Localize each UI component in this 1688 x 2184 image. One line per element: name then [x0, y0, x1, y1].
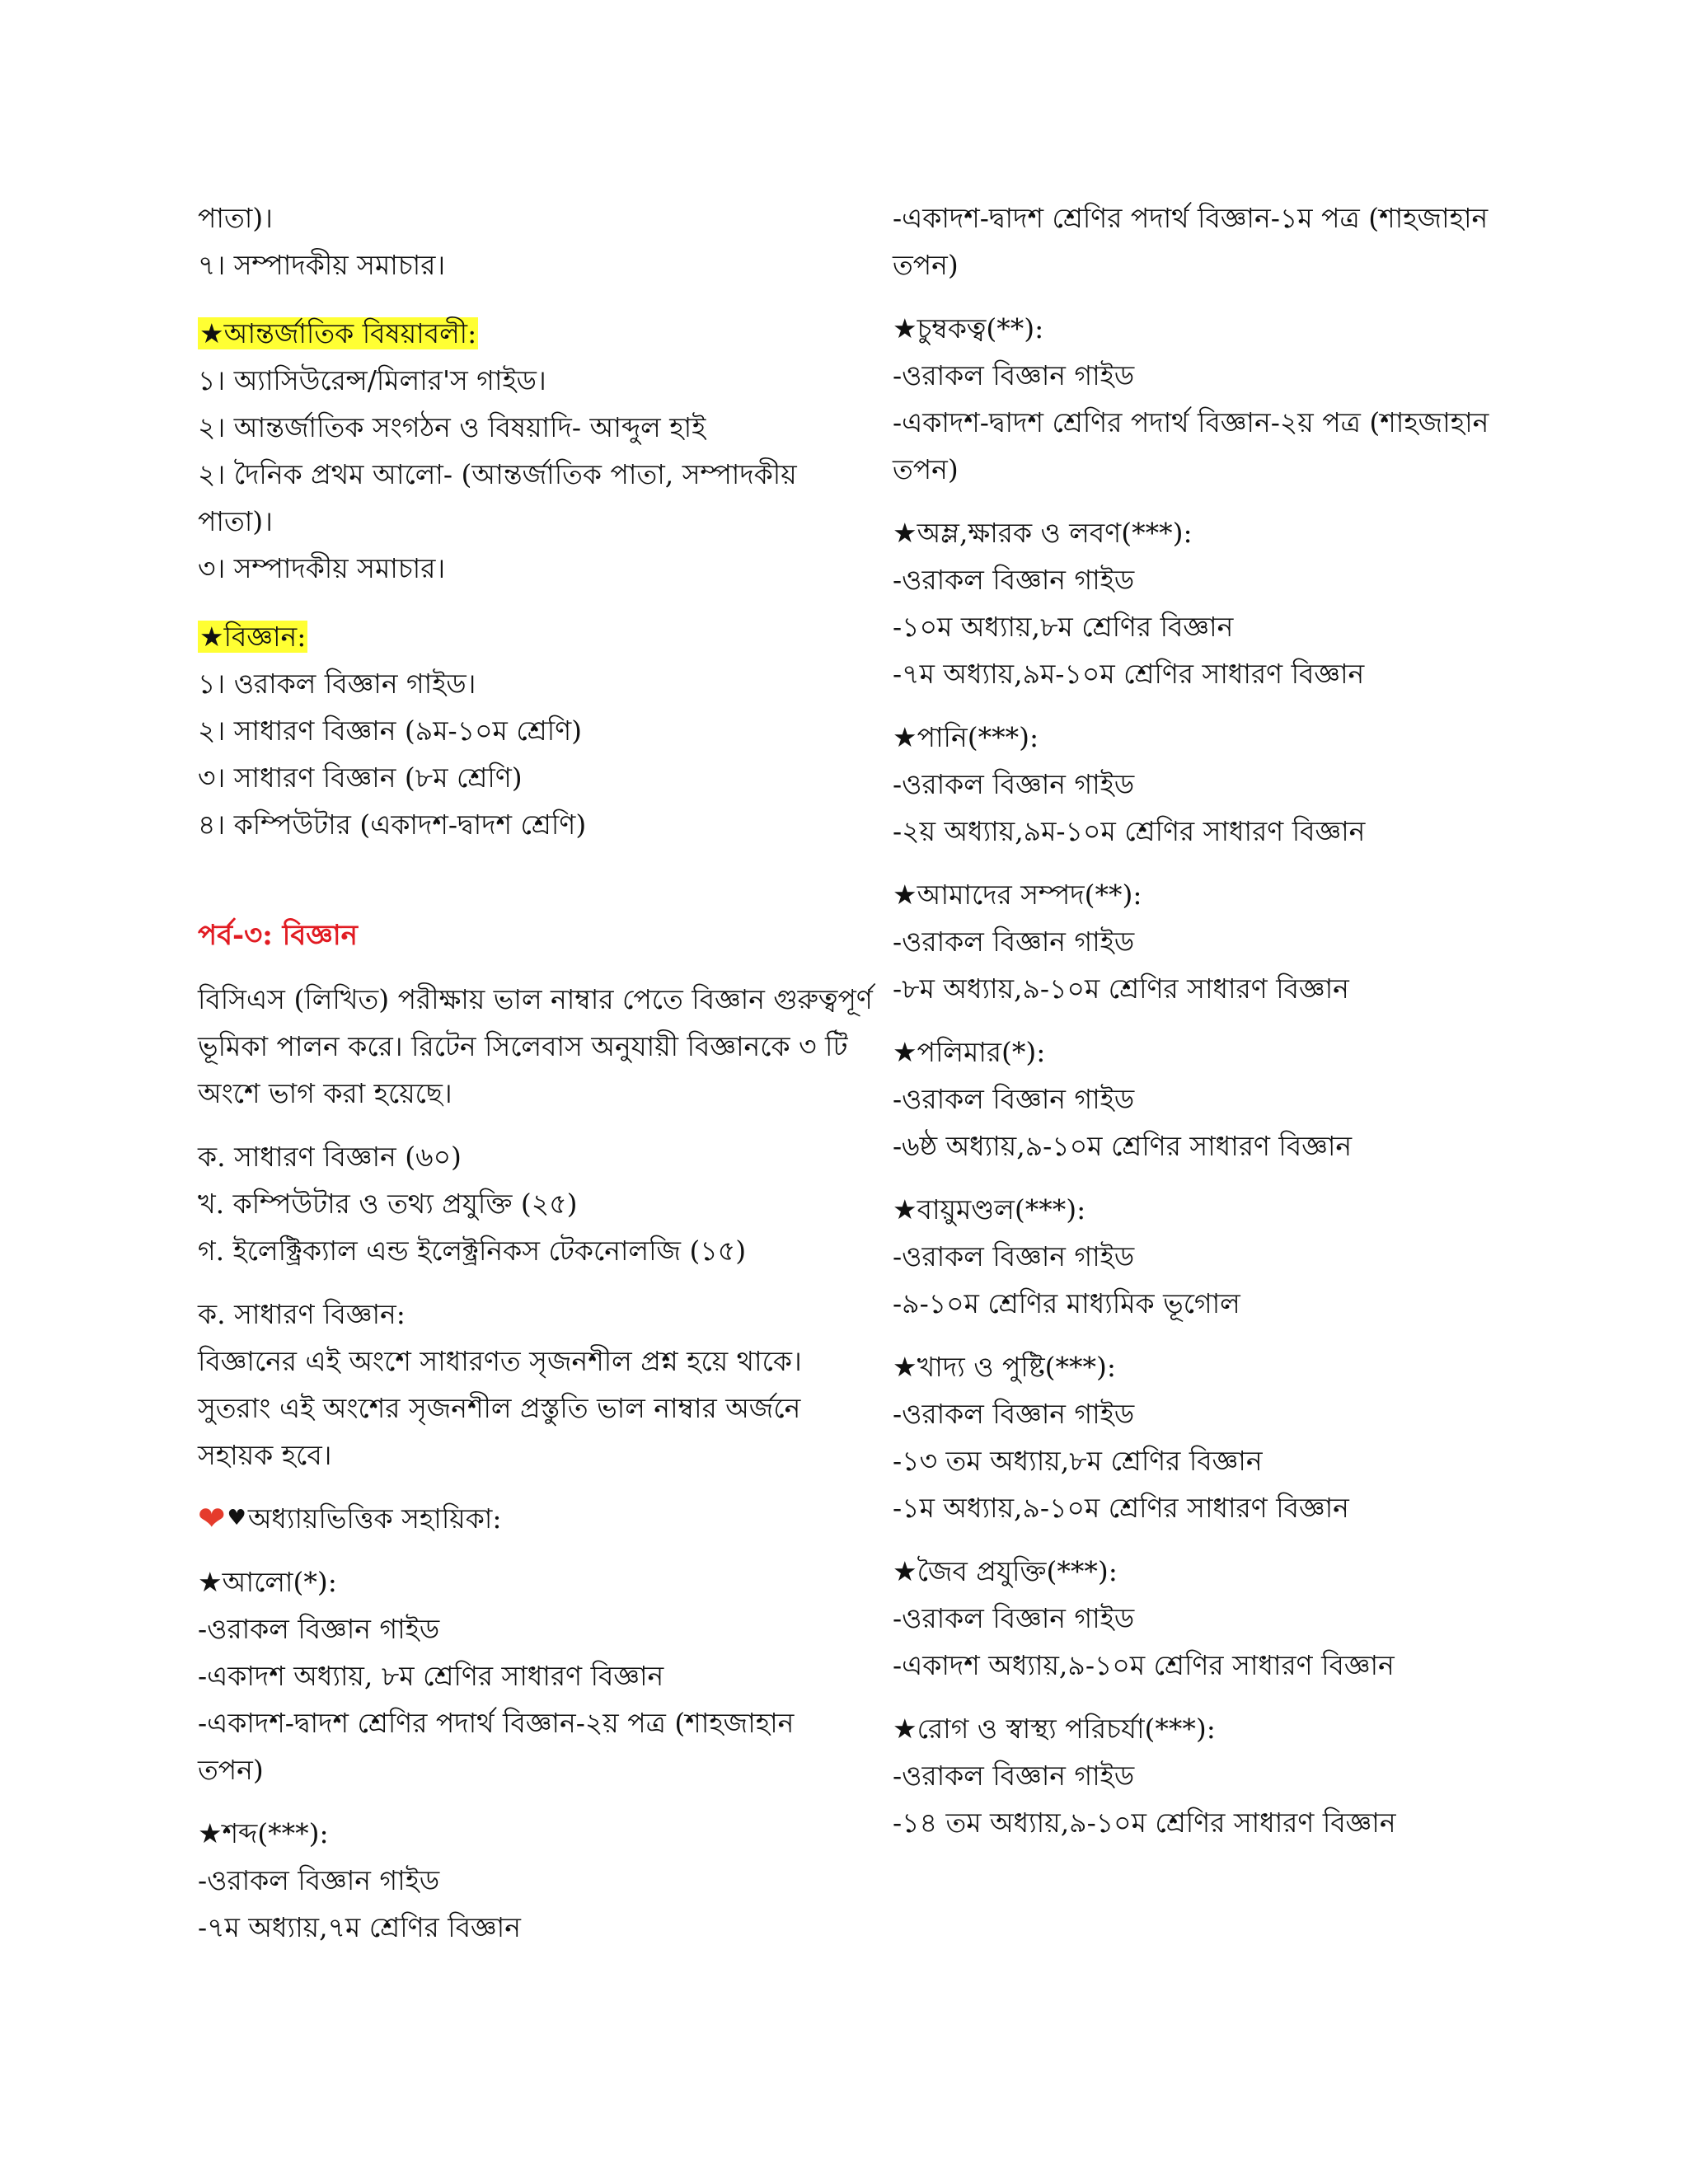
general-line: সহায়ক হবে। — [198, 1439, 332, 1471]
part-item: ক. সাধারণ বিজ্ঞান (৬০) — [198, 1141, 462, 1173]
topic-line: -ওরাকল বিজ্ঞান গাইড — [893, 359, 1135, 391]
topic-heading: ★খাদ্য ও পুষ্টি(***): — [893, 1351, 1116, 1383]
right-column — [893, 194, 1489, 1846]
science-heading-row — [198, 613, 824, 660]
text-line: তপন) — [893, 249, 959, 281]
topic-line: -ওরাকল বিজ্ঞান গাইড — [893, 1240, 1135, 1272]
black-heart-icon: ♥ — [227, 1506, 246, 1530]
guide-heading: অধ্যায়ভিত্তিক সহায়িকা: — [247, 1502, 502, 1535]
list-item: ৪। কম্পিউটার (একাদশ-দ্বাদশ শ্রেণি) — [198, 808, 587, 841]
general-line: ক. সাধারণ বিজ্ঞান: — [198, 1298, 406, 1330]
general-line: বিজ্ঞানের এই অংশে সাধারণত সৃজনশীল প্রশ্ন হয়ে থাকে। — [198, 1345, 802, 1377]
intl-heading: ★আন্তর্জাতিক বিষয়াবলী: — [199, 317, 477, 349]
topic-line: -ওরাকল বিজ্ঞান গাইড — [893, 1602, 1135, 1634]
topic-line: তপন) — [893, 453, 959, 485]
section-title: পর্ব-৩: বিজ্ঞান — [198, 919, 358, 952]
topic-line: -ওরাকল বিজ্ঞান গাইড — [893, 1398, 1135, 1430]
intro-line: ভূমিকা পালন করে। রিটেন সিলেবাস অনুযায়ী বিজ্ঞানকে ৩ টি — [198, 1030, 848, 1062]
red-heart-icon: ❤ — [198, 1499, 226, 1538]
text-line: ৭। সম্পাদকীয় সমাচার। — [198, 249, 446, 281]
guide-heading-row — [198, 1495, 824, 1542]
list-item: ৩। সম্পাদকীয় সমাচার। — [198, 552, 446, 584]
intro-line: অংশে ভাগ করা হয়েছে। — [198, 1077, 452, 1109]
topic-line: -ওরাকল বিজ্ঞান গাইড — [893, 1083, 1135, 1115]
left-column — [198, 194, 873, 1951]
topic-line: -১০ম অধ্যায়,৮ম শ্রেণির বিজ্ঞান — [893, 611, 1234, 643]
topic-line: -১ম অধ্যায়,৯-১০ম শ্রেণির সাধারণ বিজ্ঞান — [893, 1492, 1349, 1524]
topic-line: -ওরাকল বিজ্ঞান গাইড — [893, 1760, 1135, 1792]
topic-heading: ★চুম্বকত্ব(**): — [893, 312, 1044, 344]
topic-line: -একাদশ অধ্যায়, ৮ম শ্রেণির সাধারণ বিজ্ঞান — [198, 1660, 664, 1692]
general-line: সুতরাং এই অংশের সৃজনশীল প্রস্তুতি ভাল নাম্বার অর্জনে — [198, 1392, 801, 1424]
topic-line: -ওরাকল বিজ্ঞান গাইড — [198, 1864, 440, 1896]
list-item: পাতা)। — [198, 505, 273, 537]
topic-line: -একাদশ-দ্বাদশ শ্রেণির পদার্থ বিজ্ঞান-২য় পত্র (শাহজাহান — [198, 1707, 795, 1739]
topic-heading: ★রোগ ও স্বাস্থ্য পরিচর্যা(***): — [893, 1713, 1216, 1745]
topic-line: -একাদশ অধ্যায়,৯-১০ম শ্রেণির সাধারণ বিজ্ঞান — [893, 1649, 1395, 1681]
topic-line: -ওরাকল বিজ্ঞান গাইড — [893, 926, 1135, 958]
topic-line: -৮ম অধ্যায়,৯-১০ম শ্রেণির সাধারণ বিজ্ঞান — [893, 972, 1349, 1005]
topic-line: -৬ষ্ঠ অধ্যায়,৯-১০ম শ্রেণির সাধারণ বিজ্ঞান — [893, 1130, 1353, 1162]
topic-line: -একাদশ-দ্বাদশ শ্রেণির পদার্থ বিজ্ঞান-২য় পত্র (শাহজাহান — [893, 406, 1489, 438]
topic-line: -১৪ তম অধ্যায়,৯-১০ম শ্রেণির সাধারণ বিজ্ঞান — [893, 1807, 1396, 1839]
topic-line: -২য় অধ্যায়,৯ম-১০ম শ্রেণির সাধারণ বিজ্ঞান — [893, 815, 1366, 847]
topic-line: -১৩ তম অধ্যায়,৮ম শ্রেণির বিজ্ঞান — [893, 1445, 1263, 1477]
topic-heading: ★আমাদের সম্পদ(**): — [893, 879, 1142, 911]
list-item: ২। দৈনিক প্রথম আলো- (আন্তর্জাতিক পাতা, সম্পাদকীয় — [198, 458, 797, 490]
topic-line: -৭ম অধ্যায়,৭ম শ্রেণির বিজ্ঞান — [198, 1911, 521, 1943]
list-item: ২। সাধারণ বিজ্ঞান (৯ম-১০ম শ্রেণি) — [198, 715, 583, 747]
list-item: ২। আন্তর্জাতিক সংগঠন ও বিষয়াদি- আব্দুল হাই — [198, 411, 706, 443]
list-item: ১। অ্যাসিউরেন্স/মিলার'স গাইড। — [198, 364, 546, 396]
text-line: পাতা)। — [198, 202, 273, 234]
topic-line: তপন) — [198, 1754, 264, 1786]
topic-heading: ★পানি(***): — [893, 721, 1039, 753]
topic-heading: ★অম্ল,ক্ষারক ও লবণ(***): — [893, 517, 1193, 549]
topic-heading: ★বায়ুমণ্ডল(***): — [893, 1193, 1086, 1226]
topic-heading: ★পলিমার(*): — [893, 1036, 1046, 1068]
text-line: -একাদশ-দ্বাদশ শ্রেণির পদার্থ বিজ্ঞান-১ম পত্র (শাহজাহান — [893, 202, 1489, 234]
science-heading: ★বিজ্ঞান: — [199, 621, 307, 653]
topic-line: -৭ম অধ্যায়,৯ম-১০ম শ্রেণির সাধারণ বিজ্ঞান — [893, 658, 1365, 690]
intro-line: বিসিএস (লিখিত) পরীক্ষায় ভাল নাম্বার পেতে বিজ্ঞান গুরুত্বপূর্ণ — [198, 983, 873, 1015]
intl-heading-row — [198, 310, 824, 357]
topic-line: -ওরাকল বিজ্ঞান গাইড — [893, 768, 1135, 800]
list-item: ১। ওরাকল বিজ্ঞান গাইড। — [198, 668, 476, 700]
list-item: ৩। সাধারণ বিজ্ঞান (৮ম শ্রেণি) — [198, 762, 523, 794]
topic-heading: ★আলো(*): — [198, 1566, 337, 1598]
topic-line: -ওরাকল বিজ্ঞান গাইড — [198, 1613, 440, 1645]
topic-heading: ★জৈব প্রযুক্তি(***): — [893, 1555, 1118, 1587]
topic-heading: ★শব্দ(***): — [198, 1817, 329, 1849]
topic-line: -ওরাকল বিজ্ঞান গাইড — [893, 564, 1135, 596]
part-item: গ. ইলেক্ট্রিক্যাল এন্ড ইলেক্ট্রনিকস টেকনোলজি (১৫) — [198, 1235, 747, 1267]
topic-line: -৯-১০ম শ্রেণির মাধ্যমিক ভূগোল — [893, 1287, 1240, 1319]
part-item: খ. কম্পিউটার ও তথ্য প্রযুক্তি (২৫) — [198, 1188, 578, 1220]
